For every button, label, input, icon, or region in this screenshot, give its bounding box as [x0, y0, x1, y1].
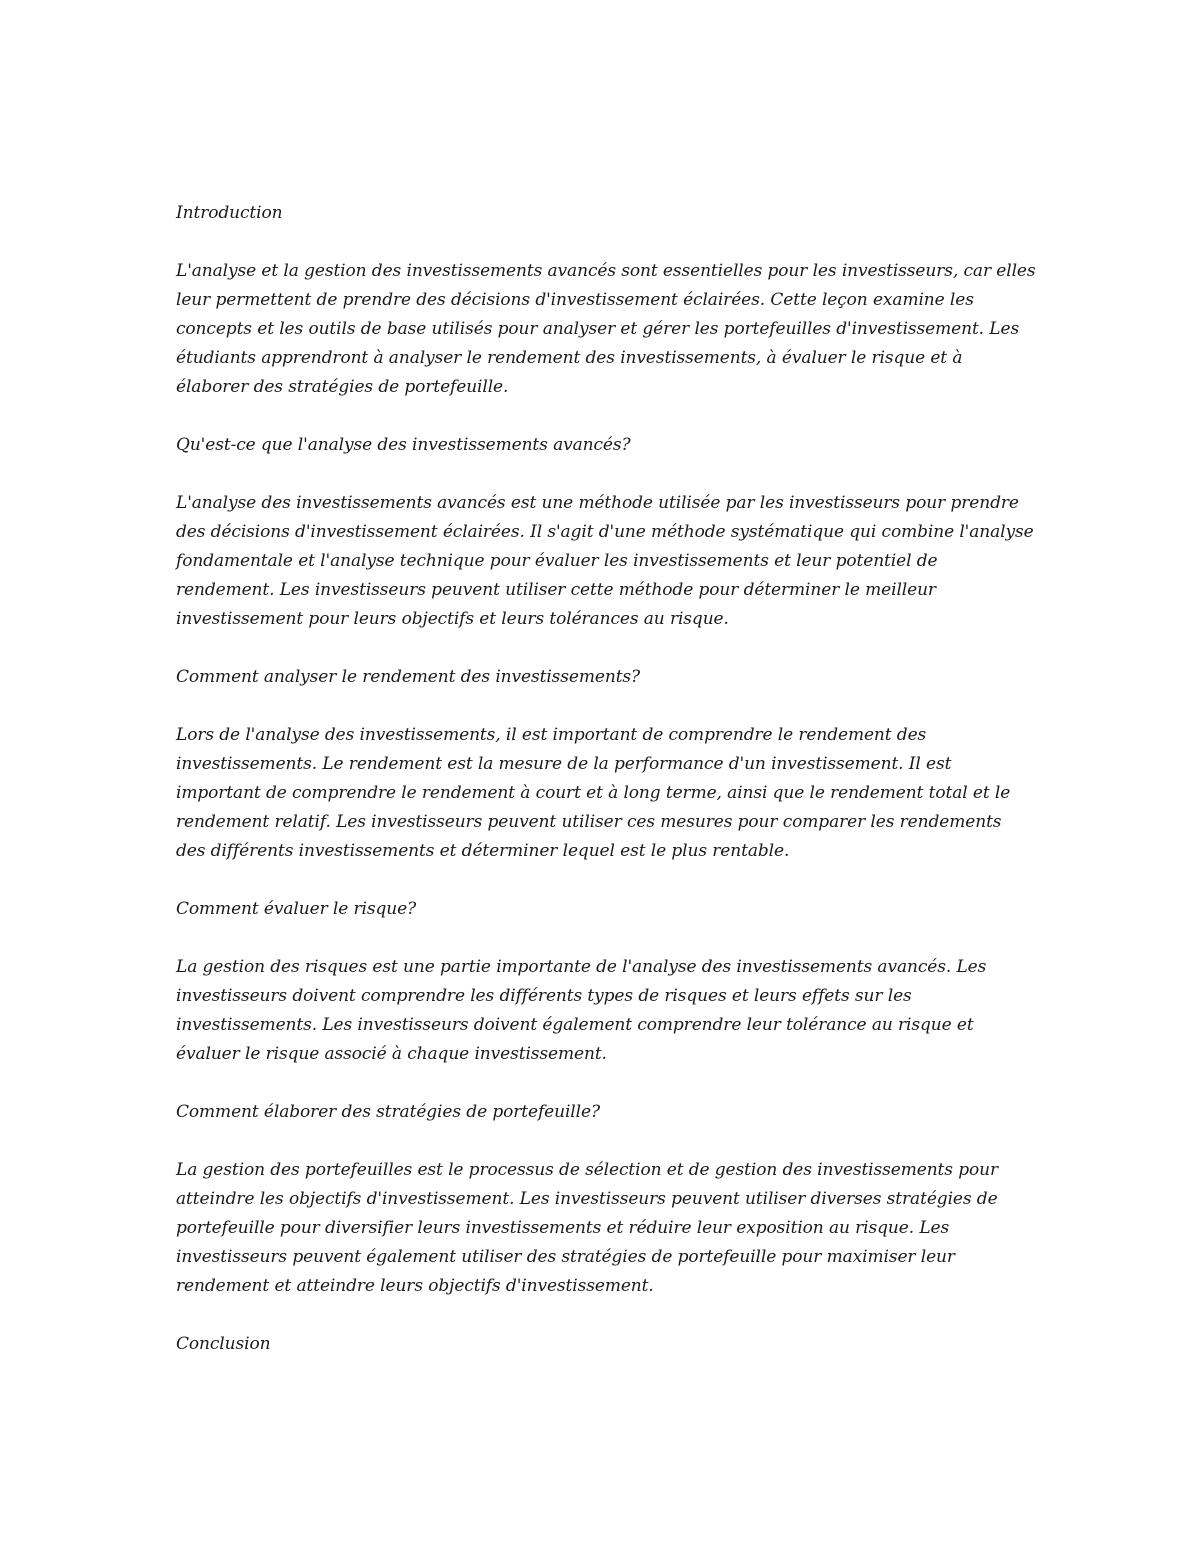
section-heading-introduction: Introduction	[176, 203, 283, 223]
paragraph-analyze-return: Lors de l'analyse des investissements, il est important de comprendre le rendement des investissements. Le rendement est la mesure de la performance d'un investissement. Il est important de comprendre le rendement à court et à long terme, ainsi que le rendement total et le rendement relatif. Les investisseurs peuvent utiliser ces mesures pour comparer les rendements des différents investissements et déterminer lequel est le plus rentable.	[176, 725, 1011, 861]
section-heading-analyze-return: Comment analyser le rendement des investissements?	[176, 667, 641, 687]
paragraph-introduction: L'analyse et la gestion des investissements avancés sont essentielles pour les investisseurs, car elles leur permettent de prendre des décisions d'investissement éclairées. Cette leçon examine les concepts et les outils de base utilisés pour analyser et gérer les portefeuilles d'investissement. Les étudiants apprendront à analyser le rendement des investissements, à évaluer le risque et à élaborer des stratégies de portefeuille.	[176, 261, 1036, 397]
section-heading-conclusion: Conclusion	[176, 1334, 271, 1354]
section-heading-what-is-analysis: Qu'est-ce que l'analyse des investissements avancés?	[176, 435, 631, 455]
section-heading-portfolio-strategies: Comment élaborer des stratégies de portefeuille?	[176, 1102, 600, 1122]
section-heading-evaluate-risk: Comment évaluer le risque?	[176, 899, 417, 919]
paragraph-what-is-analysis: L'analyse des investissements avancés est une méthode utilisée par les investisseurs pour prendre des décisions d'investissement éclairées. Il s'agit d'une méthode systématique qui combine l'analyse fondamentale et l'analyse technique pour évaluer les investissements et leur potentiel de rendement. Les investisseurs peuvent utiliser cette méthode pour déterminer le meilleur investissement pour leurs objectifs et leurs tolérances au risque.	[176, 493, 1034, 629]
paragraph-portfolio-strategies: La gestion des portefeuilles est le processus de sélection et de gestion des investissements pour atteindre les objectifs d'investissement. Les investisseurs peuvent utiliser diverses stratégies de portefeuille pour diversifier leurs investissements et réduire leur exposition au risque. Les investisseurs peuvent également utiliser des stratégies de portefeuille pour maximiser leur rendement et atteindre leurs objectifs d'investissement.	[176, 1160, 999, 1296]
paragraph-evaluate-risk: La gestion des risques est une partie importante de l'analyse des investissements avancés. Les investisseurs doivent comprendre les différents types de risques et leurs effets sur les investissements. Les investisseurs doivent également comprendre leur tolérance au risque et évaluer le risque associé à chaque investissement.	[176, 957, 987, 1064]
document-body	[176, 199, 1036, 1359]
